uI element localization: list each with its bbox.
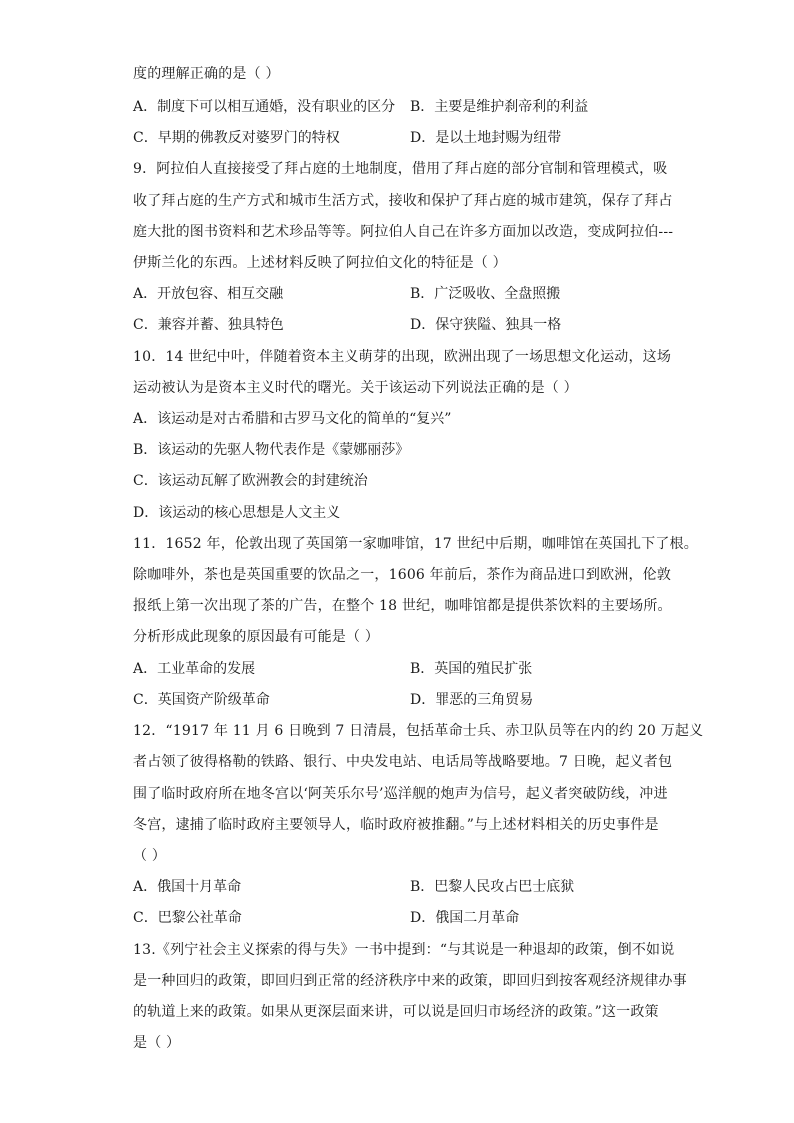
q9-line-2: 收了拜占庭的生产方式和城市生活方式，接收和保护了拜占庭的城市建筑，保存了拜占 [133,193,673,209]
q12-option-b: B．巴黎人民攻占巴士底狱 [410,879,575,895]
q10-option-d: D．该运动的核心思想是人文主义 [133,505,341,521]
q11-option-b: B．英国的殖民扩张 [410,661,533,677]
q9-option-d: D．保守狭隘、独具一格 [410,317,562,333]
q11-line-1: 11．1652 年，伦敦出现了英国第一家咖啡馆，17 世纪中后期，咖啡馆在英国扎下了根。 [133,536,698,552]
q12-line-1: 12．“1917 年 11 月 6 日晚到 7 日清晨，包括革命士兵、赤卫队员等在内的约 20 万起义 [133,723,704,739]
q10-line-2: 运动被认为是资本主义时代的曙光。关于该运动下列说法正确的是（ ） [133,380,578,396]
q9-option-b: B．广泛吸收、全盘照搬 [410,286,561,302]
q11-line-4: 分析形成此现象的原因最有可能是（ ） [133,629,380,645]
q11-option-d: D．罪恶的三角贸易 [410,692,534,708]
q11-option-a: A．工业革命的发展 [133,661,256,677]
q8-option-a: A．制度下可以相互通婚，没有职业的区分 [133,99,396,115]
q12-line-4: 冬宫，逮捕了临时政府主要领导人，临时政府被推翻。”与上述材料相关的历史事件是 [133,817,659,833]
q13-line-3: 的轨道上来的政策。如果从更深层面来讲，可以说是回归市场经济的政策。”这一政策 [133,1004,659,1020]
q9-line-1: 9．阿拉伯人直接接受了拜占庭的土地制度，借用了拜占庭的部分官制和管理模式，吸 [133,161,668,177]
q10-option-a: A．该运动是对古希腊和古罗马文化的简单的“复兴” [133,411,452,427]
q11-line-3: 报纸上第一次出现了茶的广告，在整个 18 世纪，咖啡馆都是提供茶饮料的主要场所。 [133,598,672,614]
q12-option-c: C．巴黎公社革命 [133,910,242,926]
q9-option-c: C．兼容并蓄、独具特色 [133,317,284,333]
q8-option-b: B．主要是维护刹帝利的利益 [410,99,589,115]
q9-option-a: A．开放包容、相互交融 [133,286,284,302]
q12-option-a: A．俄国十月革命 [133,879,242,895]
q9-line-3: 庭大批的图书资料和艺术珍品等等。阿拉伯人自己在许多方面加以改造，变成阿拉伯--- [133,224,674,240]
q10-line-1: 10．14 世纪中叶，伴随着资本主义萌芽的出现，欧洲出现了一场思想文化运动，这场 [133,349,672,365]
q8-option-d: D．是以土地封赐为纽带 [410,130,562,146]
q9-line-4: 伊斯兰化的东西。上述材料反映了阿拉伯文化的特征是（ ） [133,255,507,271]
q13-line-1: 13.《列宁社会主义探索的得与失》一书中提到：“与其说是一种退却的政策，倒不如说 [133,942,675,958]
q12-line-3: 围了临时政府所在地冬宫以‘阿芙乐尔号’巡洋舰的炮声为信号，起义者突破防线，冲进 [133,786,668,802]
q10-option-c: C．该运动瓦解了欧洲教会的封建统治 [133,473,368,489]
q11-line-2: 除咖啡外，茶也是英国重要的饮品之一，1606 年前后，茶作为商品进口到欧洲，伦敦 [133,567,672,583]
q8-option-c: C．早期的佛教反对婆罗门的特权 [133,130,340,146]
q12-line-2: 者占领了彼得格勒的铁路、银行、中央发电站、电话局等战略要地。7 日晚，起义者包 [133,754,673,770]
q12-line-5: （ ） [133,848,167,864]
q10-option-b: B．该运动的先驱人物代表作是《蒙娜丽莎》 [133,442,410,458]
q13-line-2: 是一种回归的政策，即回归到正常的经济秩序中来的政策，即回归到按客观经济规律办事 [133,973,687,989]
q11-option-c: C．英国资产阶级革命 [133,692,270,708]
q12-option-d: D．俄国二月革命 [410,910,520,926]
q13-line-4: 是（ ） [133,1035,181,1051]
q8-stem-tail: 度的理解正确的是（ ） [133,66,280,82]
